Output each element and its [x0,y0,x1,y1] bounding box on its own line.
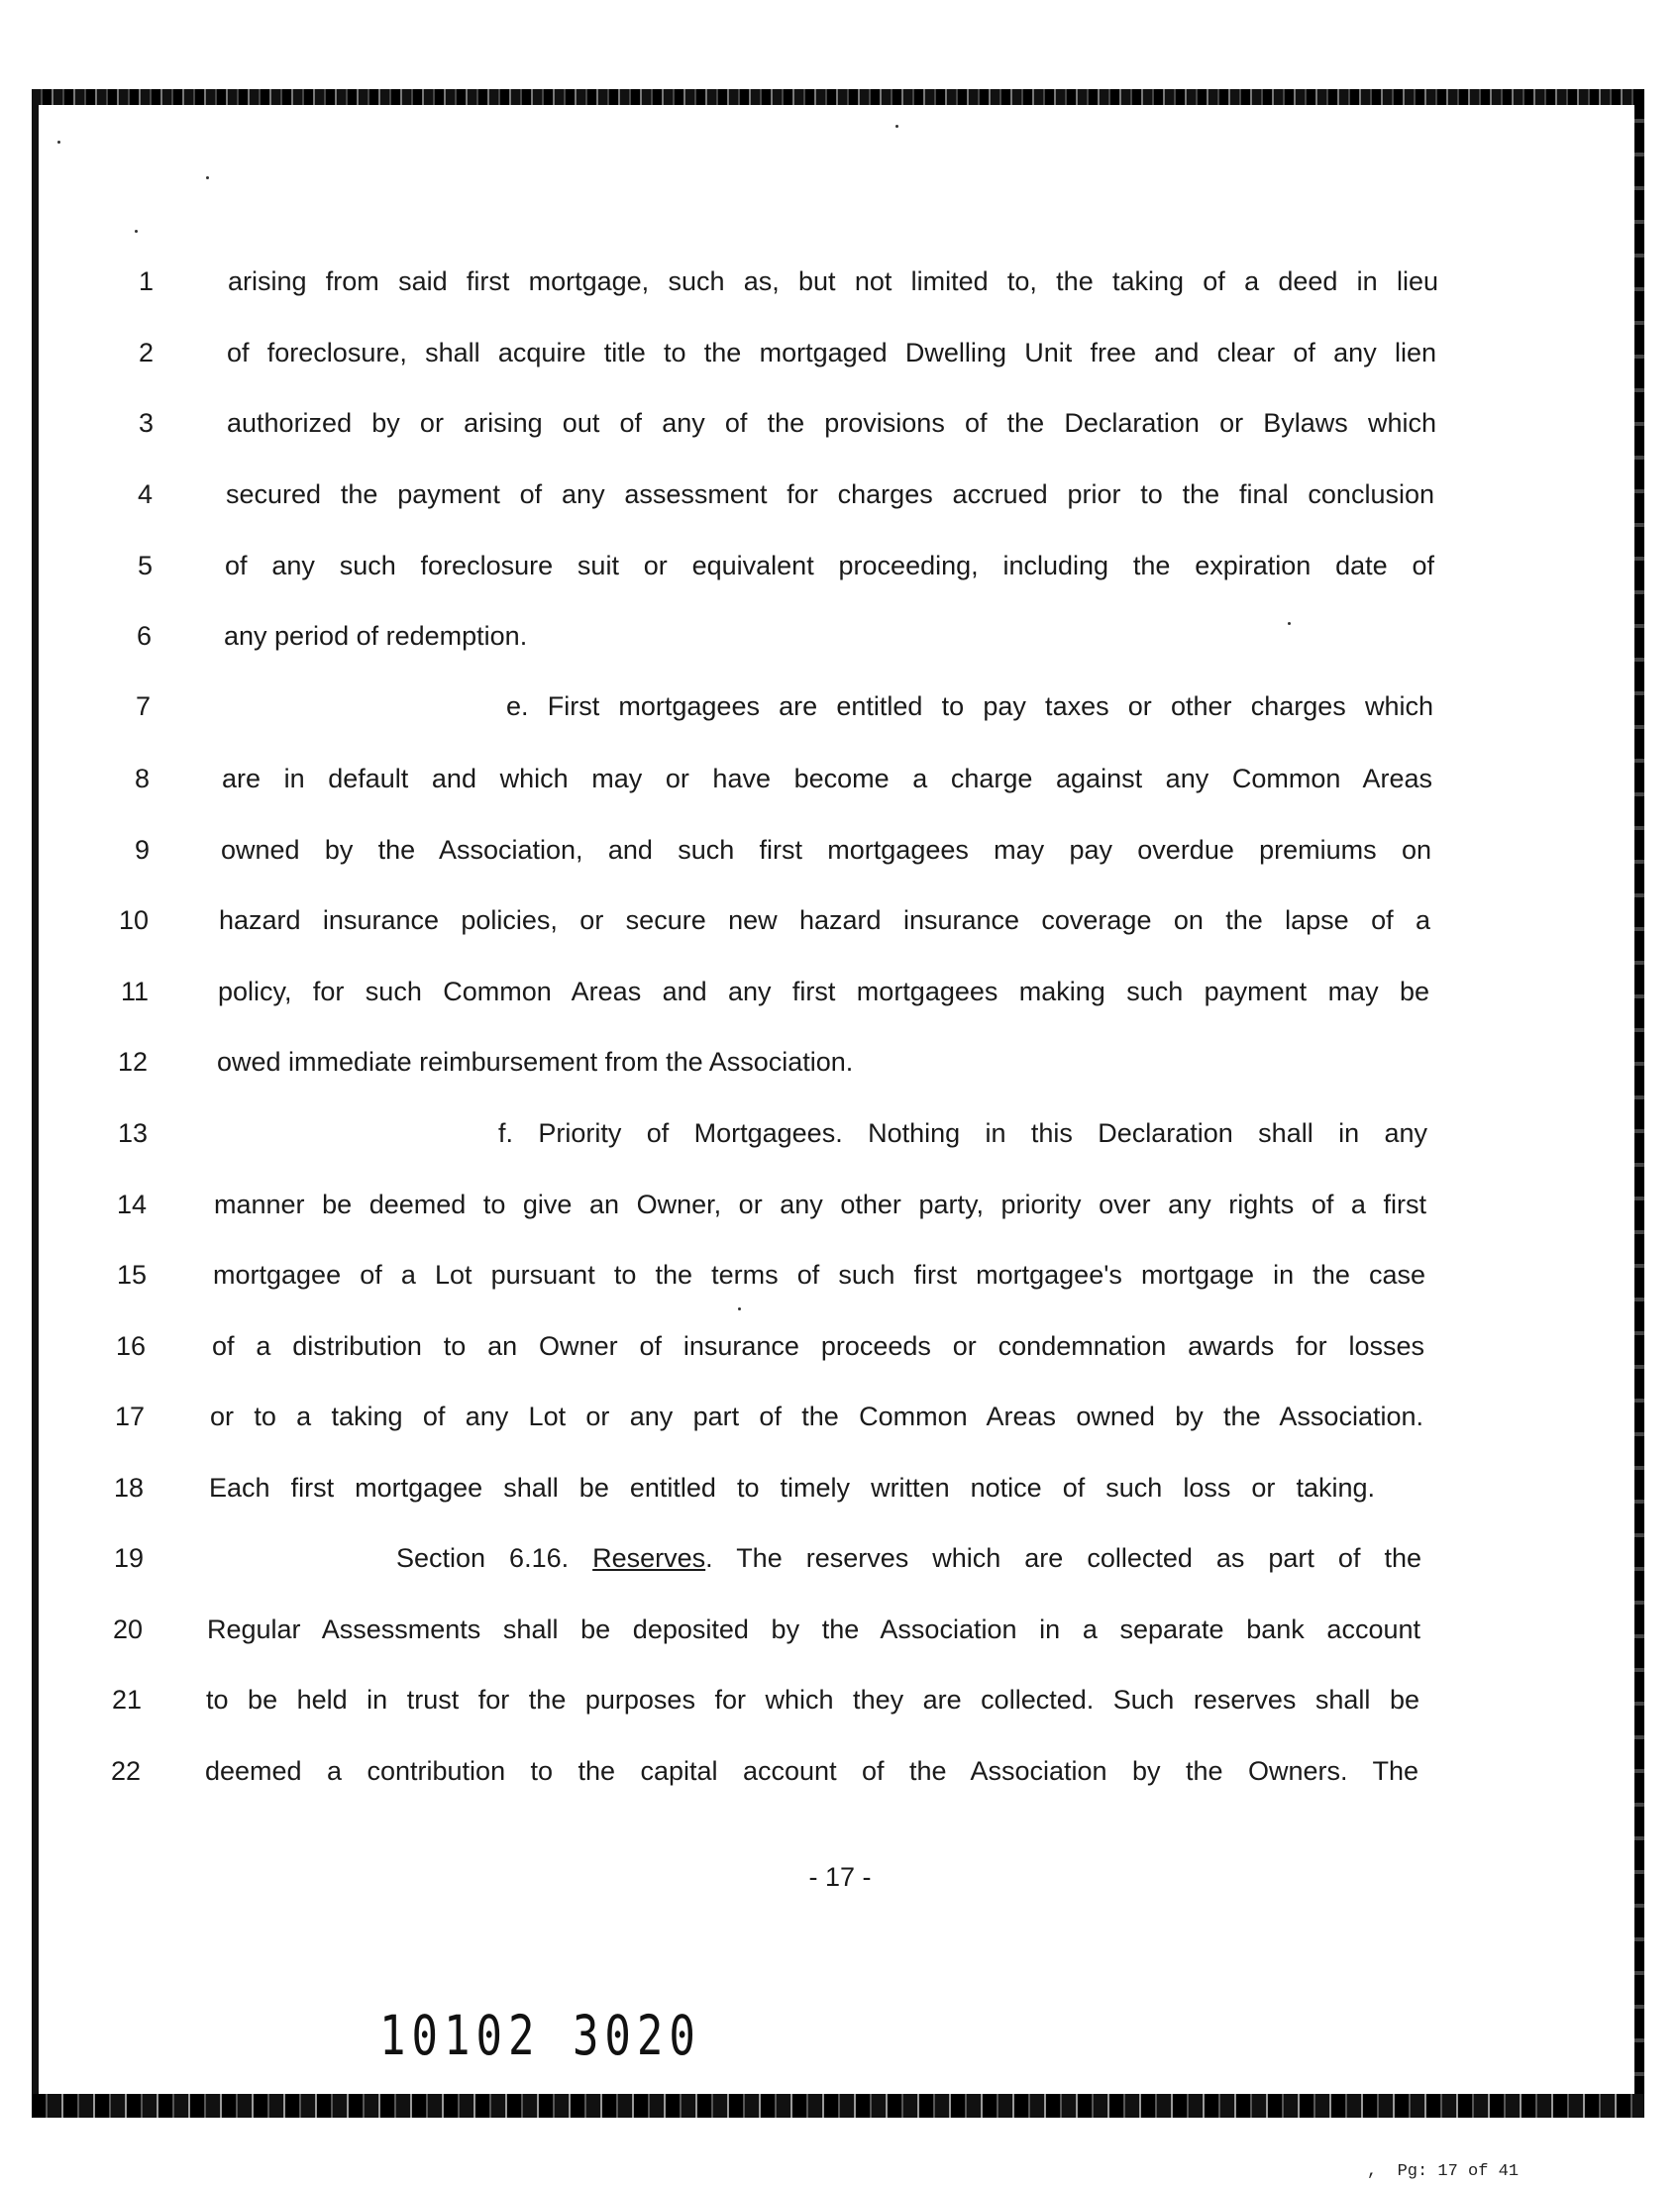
line-text: f. Priority of Mortgagees. Nothing in this Declaration shall in any [498,1118,1427,1148]
document-line [0,469,1680,519]
line-text: deemed a contribution to the capital account of the Association by the Owners. The [205,1756,1418,1786]
document-line [0,1675,1680,1724]
line-text: Regular Assessments shall be deposited by the Association in a separate bank account [207,1614,1420,1644]
document-line [0,1108,1680,1158]
line-text: arising from said first mortgage, such as, but not limited to, the taking of a deed in lieu [228,266,1438,296]
line-number: 11 [120,977,149,1006]
line-number: 4 [137,479,153,509]
scan-speck [57,141,60,144]
scan-speck [135,230,138,233]
section-heading-title: Reserves [592,1543,706,1573]
document-line [0,611,1680,661]
line-number: 15 [116,1260,147,1290]
scan-border-right [1634,89,1644,2118]
line-text: e. First mortgagees are entitled to pay taxes or other charges which [506,691,1433,721]
document-line [0,967,1680,1016]
recording-stamp-number: 10102 3020 [379,2005,701,2068]
line-number: 14 [116,1190,147,1219]
line-number: 6 [136,621,152,651]
section-heading-suffix: . The reserves which are collected as part of the [705,1543,1421,1573]
line-text: hazard insurance policies, or secure new hazard insurance coverage on the lapse of a [219,905,1430,935]
line-number: 13 [117,1118,148,1148]
document-line [0,754,1680,803]
line-text: policy, for such Common Areas and any first mortgagees making such payment may be [218,977,1429,1006]
document-line [0,825,1680,875]
scan-speck [206,176,209,179]
document-line [0,1463,1680,1512]
document-line [0,398,1680,448]
line-number: 16 [115,1331,146,1361]
line-number: 12 [117,1047,148,1077]
line-text [396,1533,1421,1583]
section-heading-prefix: Section 6.16. [396,1543,593,1573]
scan-speck [738,1307,741,1310]
line-number: 22 [110,1756,141,1786]
line-number: 8 [134,764,150,793]
scan-border-left [32,89,39,2118]
document-line [0,328,1680,377]
document-line [0,1746,1680,1796]
line-number: 3 [138,408,154,438]
document-line [0,1250,1680,1300]
page-number: - 17 - [808,1862,872,1892]
line-text: of a distribution to an Owner of insurance proceeds or condemnation awards for losses [212,1331,1424,1361]
line-number: 7 [135,691,151,721]
document-line [0,1037,1680,1087]
line-text: mortgagee of a Lot pursuant to the terms of such first mortgagee's mortgage in the case [213,1260,1425,1290]
document-line [0,895,1680,945]
scan-border-top [32,89,1644,105]
line-number: 17 [114,1402,145,1431]
document-line [0,1321,1680,1371]
document-line [0,1180,1680,1229]
document-line [0,1605,1680,1654]
line-text: owed immediate reimbursement from the Association. [217,1047,854,1077]
line-number: 1 [138,266,154,296]
scan-border-bottom [32,2094,1644,2118]
line-text: owned by the Association, and such first mortgagees may pay overdue premiums on [221,835,1431,865]
document-line [0,681,1680,731]
line-number: 10 [118,905,149,935]
document-line [0,1392,1680,1441]
document-line [0,1533,1680,1583]
line-number: 9 [134,835,150,865]
line-text: of any such foreclosure suit or equivalent proceeding, including the expiration date of [225,551,1434,580]
line-text: of foreclosure, shall acquire title to the mortgaged Dwelling Unit free and clear of any lien [227,338,1436,367]
page-count-footer: , Pg: 17 of 41 [1367,2162,1520,2181]
line-text: authorized by or arising out of any of the provisions of the Declaration or Bylaws which [227,408,1436,438]
document-line [0,257,1680,306]
document-line [0,541,1680,590]
line-text: manner be deemed to give an Owner, or any other party, priority over any rights of a first [214,1190,1426,1219]
line-number: 19 [113,1543,144,1573]
line-text: any period of redemption. [224,621,528,651]
line-number: 18 [113,1473,144,1503]
line-text: secured the payment of any assessment for charges accrued prior to the final conclusion [226,479,1434,509]
line-text: are in default and which may or have become a charge against any Common Areas [222,764,1432,793]
scan-speck [895,125,898,128]
line-number: 21 [111,1685,142,1715]
line-number: 20 [112,1614,143,1644]
line-text: to be held in trust for the purposes for which they are collected. Such reserves shall be [206,1685,1419,1715]
line-number: 2 [138,338,154,367]
line-text: Each first mortgagee shall be entitled to timely written notice of such loss or taking. [209,1473,1375,1503]
line-text: or to a taking of any Lot or any part of the Common Areas owned by the Association. [210,1402,1423,1431]
line-number: 5 [137,551,153,580]
scanned-page-frame [32,89,1644,2120]
